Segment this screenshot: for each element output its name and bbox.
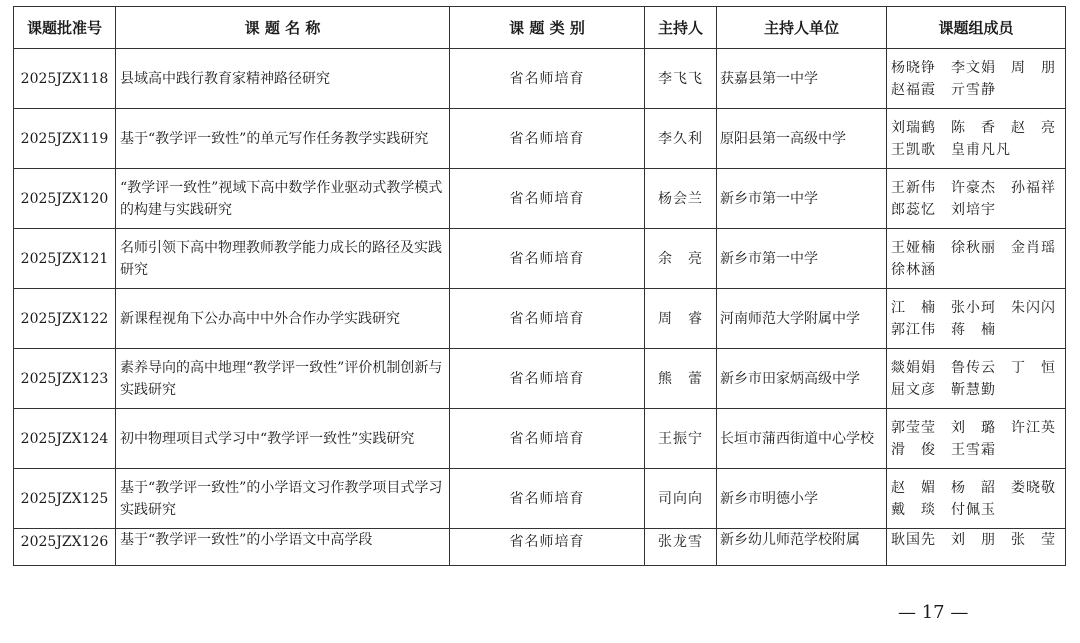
host-unit-cell: 新乡市明德小学 [717,469,887,529]
table-row [14,469,1066,529]
category-cell: 省名师培育 [450,289,645,349]
host-unit-cell: 长垣市蒲西街道中心学校 [717,409,887,469]
host-unit-cell: 河南师范大学附属中学 [717,289,887,349]
category-cell: 省名师培育 [450,109,645,169]
project-table [13,6,1066,566]
project-title-cell: 新课程视角下公办高中中外合作办学实践研究 [116,289,450,349]
host-cell: 余 亮 [645,229,717,289]
category-cell: 省名师培育 [450,409,645,469]
host-unit-cell: 新乡幼儿师范学校附属 [717,529,887,566]
member-line: 王凯歌 皇甫凡凡 [891,141,1011,158]
host-unit-cell: 获嘉县第一中学 [717,49,887,109]
host-unit-cell: 原阳县第一高级中学 [717,109,887,169]
members-cell [887,109,1066,169]
host-cell: 李飞飞 [645,49,717,109]
approval-number-cell: 2025JZX122 [14,289,116,349]
host-cell: 周 睿 [645,289,717,349]
table-row [14,529,1066,566]
members-cell [887,289,1066,349]
members-cell [887,469,1066,529]
member-line: 郎蕊忆 刘培宇 [891,201,996,218]
host-unit-cell: 新乡市第一中学 [717,229,887,289]
member-line: 赵 媚 杨 韶 娄晓敬 [891,479,1056,496]
table-row [14,349,1066,409]
approval-number-cell: 2025JZX120 [14,169,116,229]
project-title-cell: 基于“教学评一致性”的小学语文习作教学项目式学习实践研究 [116,469,450,529]
category-cell: 省名师培育 [450,349,645,409]
approval-number-cell: 2025JZX119 [14,109,116,169]
member-line: 燚娟娟 鲁传云 丁 恒 [891,359,1056,376]
member-line: 郭江伟 蒋 楠 [891,321,996,338]
category-cell: 省名师培育 [450,529,645,566]
member-line: 江 楠 张小珂 朱闪闪 [891,299,1056,316]
page-number: — 17 — [898,602,969,623]
host-unit-cell: 新乡市田家炳高级中学 [717,349,887,409]
header-row [14,7,1066,49]
project-title-cell: 基于“教学评一致性”的小学语文中高学段 [116,529,450,566]
approval-number-cell: 2025JZX121 [14,229,116,289]
approval-number-cell: 2025JZX118 [14,49,116,109]
members-cell [887,169,1066,229]
category-cell: 省名师培育 [450,469,645,529]
table-row [14,109,1066,169]
member-line: 杨晓铮 李文娟 周 朋 [891,59,1056,76]
host-unit-cell: 新乡市第一中学 [717,169,887,229]
member-line: 王新伟 许豪杰 孙福祥 [891,179,1056,196]
table-row [14,169,1066,229]
category-cell: 省名师培育 [450,49,645,109]
member-line: 滑 俊 王雪霜 [891,441,996,458]
members-cell [887,49,1066,109]
member-line: 耿国先 刘 朋 张 莹 [891,532,1056,548]
host-cell: 司向向 [645,469,717,529]
header-members: 课题组成员 [887,7,1066,49]
members-cell [887,409,1066,469]
host-cell: 张龙雪 [645,529,717,566]
approval-number-cell: 2025JZX126 [14,529,116,566]
member-line: 屈文彦 靳慧勤 [891,381,996,398]
approval-number-cell: 2025JZX124 [14,409,116,469]
member-line: 郭莹莹 刘 璐 许江英 [891,419,1056,436]
host-cell: 李久利 [645,109,717,169]
category-cell: 省名师培育 [450,229,645,289]
project-title-cell: 名师引领下高中物理教师教学能力成长的路径及实践研究 [116,229,450,289]
header-project-title: 课 题 名 称 [116,7,450,49]
table-row [14,229,1066,289]
member-line: 徐林涵 [891,261,936,278]
member-line: 戴 琰 付佩玉 [891,501,996,518]
approval-number-cell: 2025JZX125 [14,469,116,529]
table-row [14,289,1066,349]
project-title-cell: 县域高中践行教育家精神路径研究 [116,49,450,109]
header-project-category: 课 题 类 别 [450,7,645,49]
host-cell: 王振宁 [645,409,717,469]
project-title-cell: 素养导向的高中地理“教学评一致性”评价机制创新与实践研究 [116,349,450,409]
table-row [14,49,1066,109]
member-line: 赵福霞 亓雪静 [891,81,996,98]
table-row [14,409,1066,469]
header-approval-number: 课题批准号 [14,7,116,49]
members-cell [887,349,1066,409]
member-line: 刘瑞鹤 陈 香 赵 亮 [891,119,1056,136]
header-host-unit: 主持人单位 [717,7,887,49]
header-host: 主持人 [645,7,717,49]
category-cell: 省名师培育 [450,169,645,229]
members-cell [887,529,1066,566]
members-cell [887,229,1066,289]
approval-number-cell: 2025JZX123 [14,349,116,409]
project-title-cell: 基于“教学评一致性”的单元写作任务教学实践研究 [116,109,450,169]
member-line: 王娅楠 徐秋丽 金肖瑶 [891,239,1056,256]
host-cell: 熊 蕾 [645,349,717,409]
host-cell: 杨会兰 [645,169,717,229]
project-title-cell: 初中物理项目式学习中“教学评一致性”实践研究 [116,409,450,469]
project-title-cell: “教学评一致性”视域下高中数学作业驱动式教学模式的构建与实践研究 [116,169,450,229]
